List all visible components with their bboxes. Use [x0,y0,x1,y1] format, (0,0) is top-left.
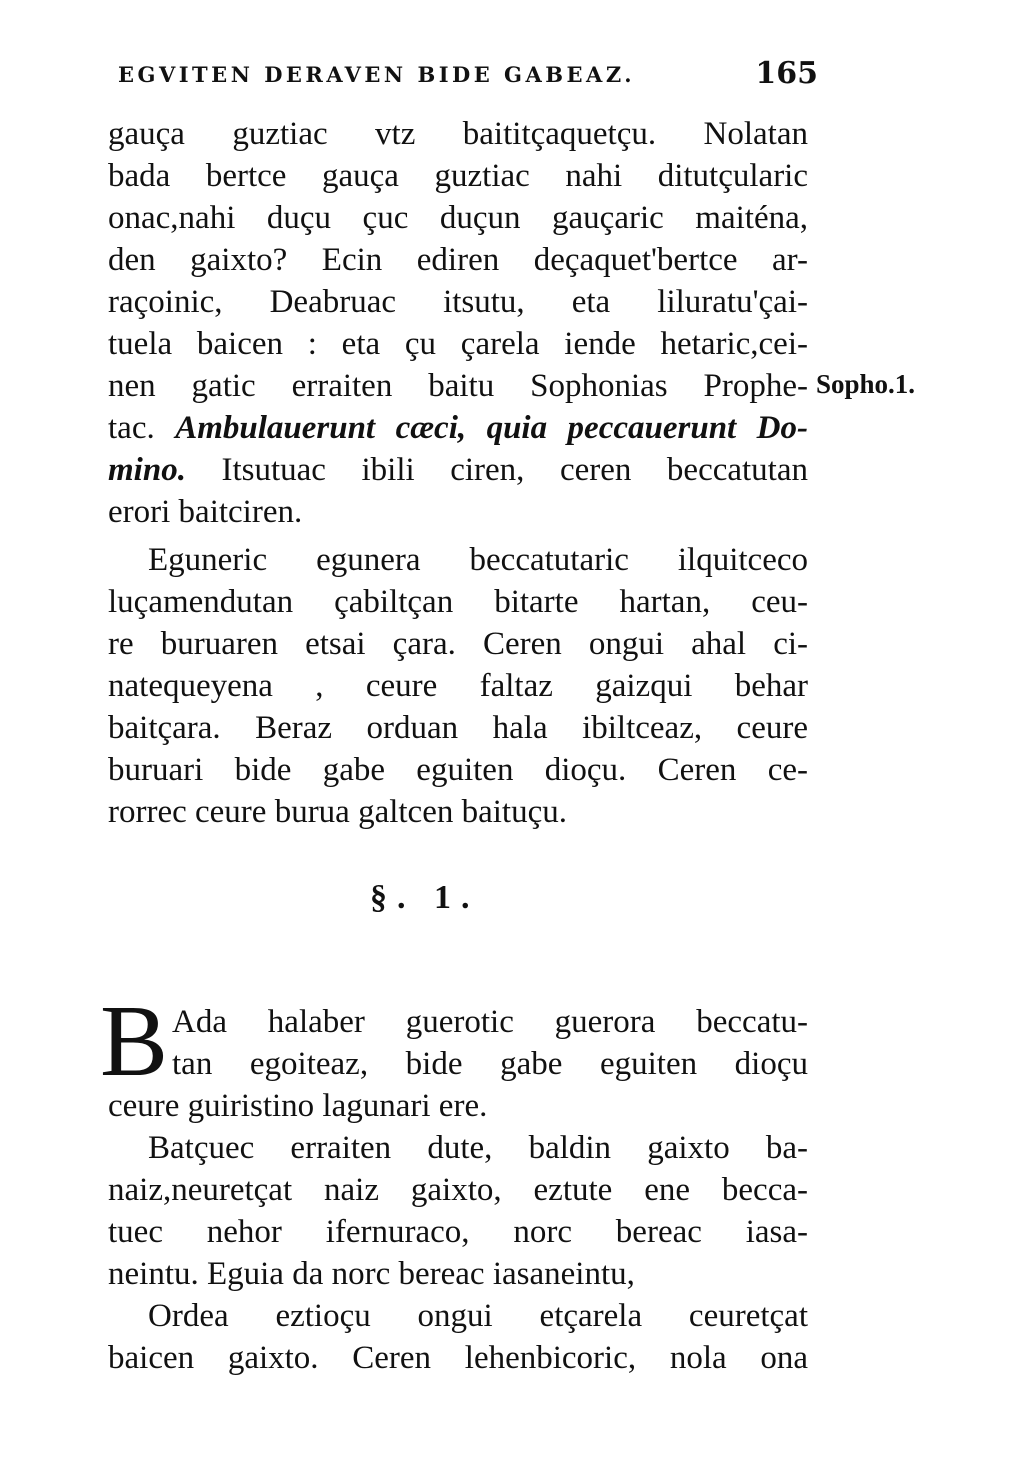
text-line-latin-quote-end [108,450,808,490]
line-text: tac. Ambulauerunt cæci, quia peccauerunt Do- [108,410,808,446]
margin-note: Sopho.1. [816,369,916,399]
text-line: erori baitciren. [108,494,303,530]
text-line: neintu. Eguia da norc bereac iasaneintu, [108,1256,635,1292]
text-line: tan egoiteaz, bide gabe eguiten dioçu [172,1046,808,1082]
text-line: Batçuec erraiten dute, baldin gaixto ba- [148,1130,808,1166]
section-heading: §. 1. [370,879,480,916]
text-line: baicen gaixto. Ceren lehenbicoric, nola ona [108,1340,808,1376]
drop-cap: B [100,985,169,1098]
text-line-latin-quote-start [108,408,808,448]
text-line: ceure guiristino lagunari ere. [108,1088,488,1124]
text-line: buruari bide gabe eguiten dioçu. Ceren ce- [108,752,808,788]
text-line: bada bertce gauça guztiac nahi ditutçularic [108,158,808,194]
line-text: mino. Itsutuac ibili ciren, ceren beccatutan [108,452,808,488]
text-line: Eguneric egunera beccatutaric ilquitceco [148,542,808,578]
text-line: natequeyena , ceure faltaz gaizqui behar [108,668,808,704]
text-line: den gaixto? Ecin ediren deçaquet'bertce ar- [108,242,808,278]
text-line: baitçara. Beraz orduan hala ibiltceaz, ceure [108,710,808,746]
running-header [118,56,818,96]
text-line: luçamendutan çabiltçan bitarte hartan, ceu- [108,584,808,620]
text-line: tuec nehor ifernuraco, norc bereac iasa- [108,1214,808,1250]
text-line: rorrec ceure burua galtcen baituçu. [108,794,567,830]
running-title: EGVITEN DERAVEN BIDE GABEAZ. [118,62,636,87]
text-line: Ordea eztioçu ongui etçarela ceuretçat [148,1298,808,1334]
page-number: 165 [755,56,818,91]
text-line: re buruaren etsai çara. Ceren ongui ahal ci- [108,626,808,662]
text-line: raçoinic, Deabruac itsutu, eta liluratu'çai- [108,284,808,320]
text-line: nen gatic erraiten baitu Sophonias Prophe- [108,368,808,404]
text-line: gauça guztiac vtz baititçaquetçu. Nolatan [108,116,808,152]
text-line: tuela baicen : eta çu çarela iende hetaric,cei- [108,326,808,362]
text-line: onac,nahi duçu çuc duçun gauçaric maiténa, [108,200,808,236]
text-line: naiz,neuretçat naiz gaixto, eztute ene becca- [108,1172,808,1208]
text-line: Ada halaber guerotic guerora beccatu- [172,1004,808,1040]
